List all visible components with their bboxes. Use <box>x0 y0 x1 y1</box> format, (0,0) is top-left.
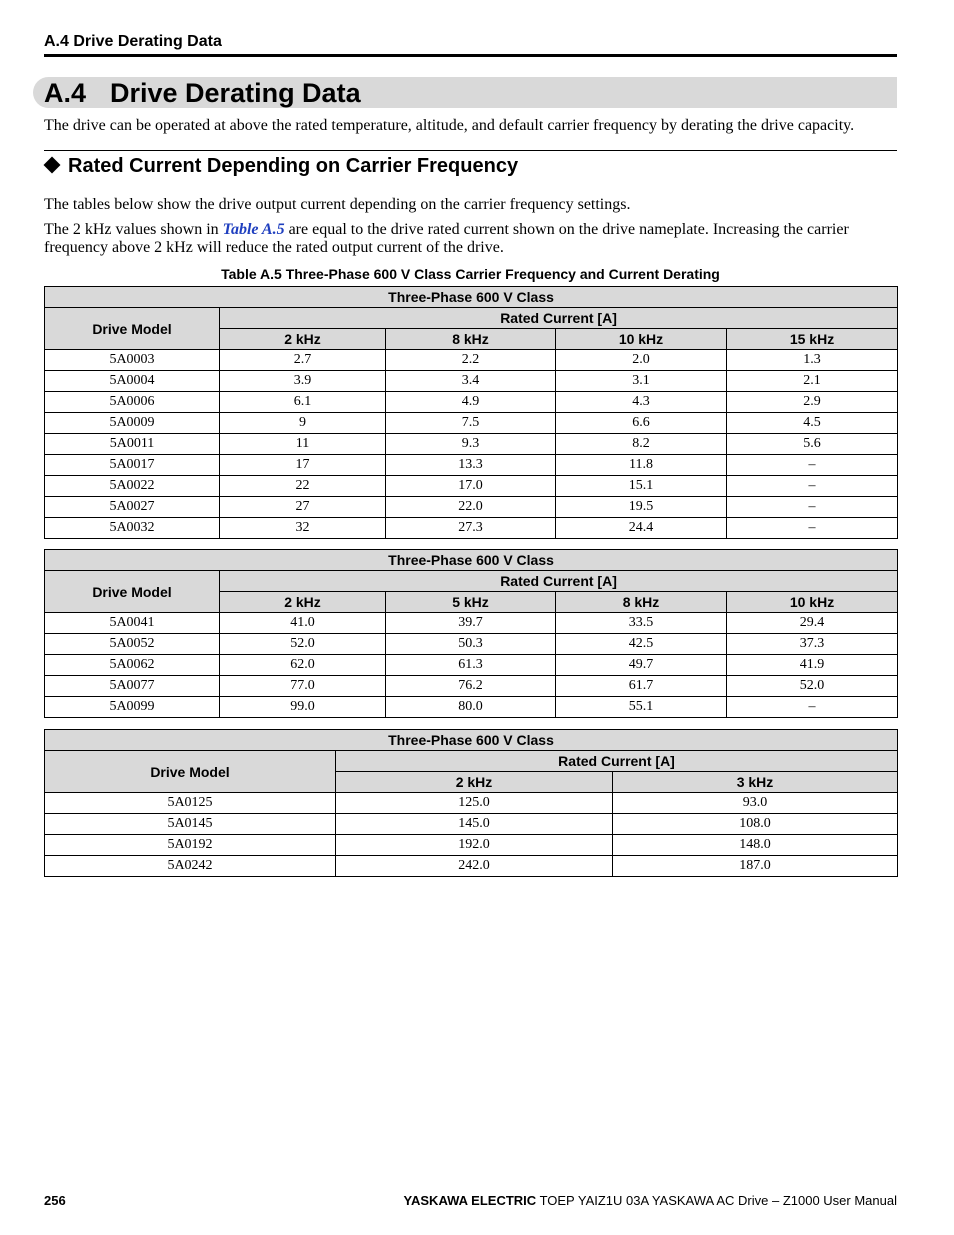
value-cell: 49.7 <box>556 655 727 676</box>
table-row <box>45 634 898 655</box>
value-cell: 13.3 <box>386 455 556 476</box>
page-number: 256 <box>44 1193 66 1208</box>
value-cell: 93.0 <box>613 793 898 814</box>
value-cell: 5.6 <box>727 434 898 455</box>
model-cell: 5A0242 <box>45 856 336 877</box>
body-paragraph <box>44 221 897 257</box>
footer-brand: YASKAWA ELECTRIC <box>403 1193 537 1208</box>
model-cell: 5A0003 <box>45 350 220 371</box>
table-row <box>45 655 898 676</box>
value-cell: 41.9 <box>727 655 898 676</box>
value-cell: 3.4 <box>386 371 556 392</box>
value-cell: 61.7 <box>556 676 727 697</box>
model-cell: 5A0052 <box>45 634 220 655</box>
table-row <box>45 613 898 634</box>
value-cell: 4.9 <box>386 392 556 413</box>
table-row <box>45 476 898 497</box>
model-cell: 5A0011 <box>45 434 220 455</box>
frequency-header: 8 kHz <box>556 592 727 613</box>
table-row <box>45 676 898 697</box>
value-cell: 125.0 <box>336 793 613 814</box>
section-title <box>44 77 361 109</box>
value-cell: 4.3 <box>556 392 727 413</box>
section-title-text: Drive Derating Data <box>110 78 361 108</box>
value-cell: 32 <box>220 518 386 539</box>
model-cell: 5A0145 <box>45 814 336 835</box>
table-row <box>45 434 898 455</box>
frequency-header: 10 kHz <box>727 592 898 613</box>
derating-table-1 <box>44 286 898 539</box>
subsection-rule <box>44 150 897 151</box>
running-head: A.4 Drive Derating Data <box>44 33 222 50</box>
model-cell: 5A0077 <box>45 676 220 697</box>
value-cell: 6.6 <box>556 413 727 434</box>
value-cell: 27 <box>220 497 386 518</box>
table-row <box>45 455 898 476</box>
header-rule <box>44 54 897 57</box>
model-cell: 5A0022 <box>45 476 220 497</box>
model-cell: 5A0032 <box>45 518 220 539</box>
model-cell: 5A0192 <box>45 835 336 856</box>
table-caption: Table A.5 Three-Phase 600 V Class Carrier Frequency and Current Derating <box>221 266 720 282</box>
rated-current-header: Rated Current [A] <box>220 308 898 329</box>
value-cell: 9.3 <box>386 434 556 455</box>
model-cell: 5A0041 <box>45 613 220 634</box>
model-cell: 5A0027 <box>45 497 220 518</box>
value-cell: 41.0 <box>220 613 386 634</box>
model-cell: 5A0009 <box>45 413 220 434</box>
value-cell: 80.0 <box>386 697 556 718</box>
frequency-header: 2 kHz <box>220 592 386 613</box>
value-cell: 11 <box>220 434 386 455</box>
value-cell: 29.4 <box>727 613 898 634</box>
model-cell: 5A0125 <box>45 793 336 814</box>
value-cell: – <box>727 455 898 476</box>
table-row <box>45 371 898 392</box>
table-row <box>45 856 898 877</box>
paragraph-text: are equal to the drive rated current shown on the drive nameplate. Increasing the carrier frequency above 2 kHz will reduce the rated output current of the drive. <box>44 221 849 256</box>
table-row <box>45 392 898 413</box>
diamond-bullet-icon <box>44 157 61 174</box>
value-cell: 187.0 <box>613 856 898 877</box>
value-cell: 19.5 <box>556 497 727 518</box>
class-header: Three-Phase 600 V Class <box>45 550 898 571</box>
class-header: Three-Phase 600 V Class <box>45 287 898 308</box>
value-cell: 17.0 <box>386 476 556 497</box>
value-cell: 148.0 <box>613 835 898 856</box>
value-cell: 7.5 <box>386 413 556 434</box>
value-cell: 145.0 <box>336 814 613 835</box>
frequency-header: 15 kHz <box>727 329 898 350</box>
value-cell: 24.4 <box>556 518 727 539</box>
value-cell: 108.0 <box>613 814 898 835</box>
value-cell: 42.5 <box>556 634 727 655</box>
body-paragraph: The tables below show the drive output current depending on the carrier frequency settings. <box>44 196 631 213</box>
rated-current-header: Rated Current [A] <box>220 571 898 592</box>
table-row <box>45 350 898 371</box>
value-cell: 11.8 <box>556 455 727 476</box>
model-cell: 5A0004 <box>45 371 220 392</box>
subsection-heading <box>44 154 518 178</box>
value-cell: – <box>727 476 898 497</box>
footer-manual-title <box>404 1193 897 1208</box>
value-cell: 61.3 <box>386 655 556 676</box>
value-cell: 2.7 <box>220 350 386 371</box>
drive-model-header: Drive Model <box>45 751 336 793</box>
subsection-title: Rated Current Depending on Carrier Frequency <box>68 155 519 177</box>
value-cell: 50.3 <box>386 634 556 655</box>
value-cell: 6.1 <box>220 392 386 413</box>
table-row <box>45 814 898 835</box>
value-cell: 55.1 <box>556 697 727 718</box>
frequency-header: 3 kHz <box>613 772 898 793</box>
value-cell: 1.3 <box>727 350 898 371</box>
value-cell: 15.1 <box>556 476 727 497</box>
value-cell: – <box>727 497 898 518</box>
intro-paragraph: The drive can be operated at above the rated temperature, altitude, and default carrier frequency by derating the drive capacity. <box>44 117 855 134</box>
table-row <box>45 413 898 434</box>
section-number: A.4 <box>44 78 87 108</box>
value-cell: 17 <box>220 455 386 476</box>
table-row <box>45 835 898 856</box>
value-cell: 2.0 <box>556 350 727 371</box>
model-cell: 5A0099 <box>45 697 220 718</box>
value-cell: 8.2 <box>556 434 727 455</box>
table-row <box>45 793 898 814</box>
rated-current-header: Rated Current [A] <box>336 751 898 772</box>
value-cell: 22 <box>220 476 386 497</box>
value-cell: 22.0 <box>386 497 556 518</box>
value-cell: – <box>727 697 898 718</box>
table-row <box>45 697 898 718</box>
value-cell: 62.0 <box>220 655 386 676</box>
value-cell: 242.0 <box>336 856 613 877</box>
paragraph-text: The 2 kHz values shown in <box>44 221 223 238</box>
value-cell: 2.1 <box>727 371 898 392</box>
value-cell: 52.0 <box>727 676 898 697</box>
value-cell: 76.2 <box>386 676 556 697</box>
value-cell: 39.7 <box>386 613 556 634</box>
value-cell: 3.9 <box>220 371 386 392</box>
table-row <box>45 497 898 518</box>
value-cell: – <box>727 518 898 539</box>
frequency-header: 8 kHz <box>386 329 556 350</box>
frequency-header: 2 kHz <box>220 329 386 350</box>
model-cell: 5A0062 <box>45 655 220 676</box>
class-header: Three-Phase 600 V Class <box>45 730 898 751</box>
value-cell: 27.3 <box>386 518 556 539</box>
model-cell: 5A0006 <box>45 392 220 413</box>
frequency-header: 5 kHz <box>386 592 556 613</box>
model-cell: 5A0017 <box>45 455 220 476</box>
table-row <box>45 518 898 539</box>
value-cell: 99.0 <box>220 697 386 718</box>
derating-table-2 <box>44 549 898 718</box>
table-reference-link[interactable]: Table A.5 <box>222 221 285 238</box>
value-cell: 9 <box>220 413 386 434</box>
frequency-header: 2 kHz <box>336 772 613 793</box>
value-cell: 2.9 <box>727 392 898 413</box>
drive-model-header: Drive Model <box>45 308 220 350</box>
value-cell: 192.0 <box>336 835 613 856</box>
value-cell: 77.0 <box>220 676 386 697</box>
value-cell: 3.1 <box>556 371 727 392</box>
derating-table-3 <box>44 729 898 877</box>
drive-model-header: Drive Model <box>45 571 220 613</box>
value-cell: 2.2 <box>386 350 556 371</box>
value-cell: 52.0 <box>220 634 386 655</box>
value-cell: 33.5 <box>556 613 727 634</box>
value-cell: 4.5 <box>727 413 898 434</box>
frequency-header: 10 kHz <box>556 329 727 350</box>
value-cell: 37.3 <box>727 634 898 655</box>
footer-manual-text: TOEP YAIZ1U 03A YASKAWA AC Drive – Z1000 User Manual <box>536 1193 897 1208</box>
